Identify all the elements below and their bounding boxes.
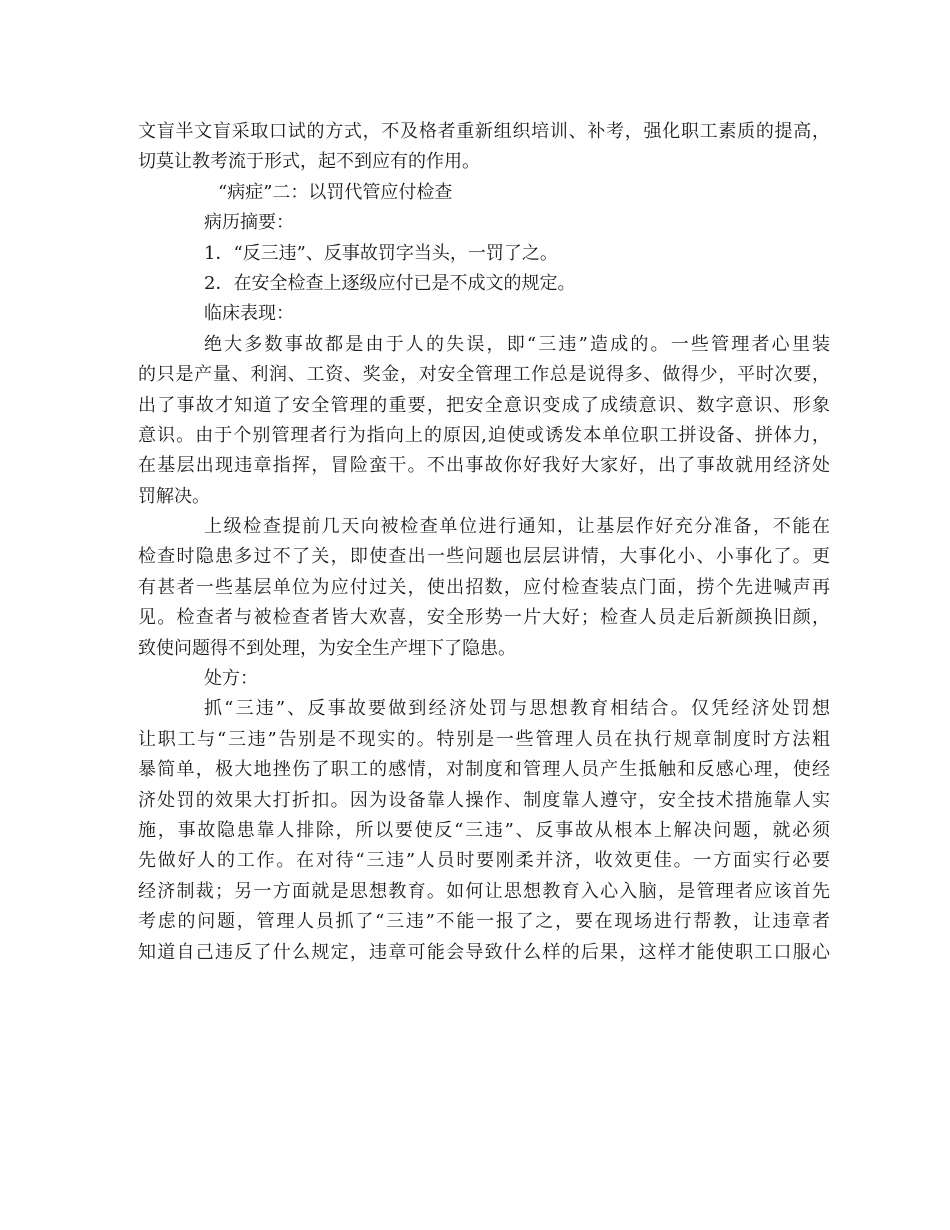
list-item: 2．在安全检查上逐级应付已是不成文的规定。 bbox=[204, 272, 576, 294]
paragraph-line: 文盲半文盲采取口试的方式，不及格者重新组织培训、补考，强化职工素质的提高， bbox=[138, 121, 830, 142]
paragraph-line: 让职工与“三违”告别是不现实的。特别是一些管理人员在执行规章制度时方法粗 bbox=[138, 728, 830, 750]
paragraph-line: 意识。由于个别管理者行为指向上的原因,迫使或诱发本单位职工拼设备、拼体力， bbox=[138, 424, 830, 446]
subheading: 临床表现： bbox=[204, 303, 294, 325]
paragraph-line: 的只是产量、利润、工资、奖金，对安全管理工作总是说得多、做得少，平时次要， bbox=[138, 364, 830, 386]
paragraph-line: 有甚者一些基层单位为应付过关，使出招数，应付检查装点门面，捞个先进喊声再 bbox=[138, 576, 830, 598]
list-item: 1．“反三违”、反事故罚字当头，一罚了之。 bbox=[204, 242, 558, 264]
paragraph-line: 出了事故才知道了安全管理的重要，把安全意识变成了成绩意识、数字意识、形象 bbox=[138, 394, 830, 416]
section-heading: “病症”二：以罚代管应付检查 bbox=[218, 181, 453, 203]
paragraph-line: 上级检查提前几天向被检查单位进行通知，让基层作好充分准备，不能在 bbox=[204, 516, 830, 538]
paragraph-line: 罚解决。 bbox=[138, 485, 210, 507]
paragraph-line: 绝大多数事故都是由于人的失误，即“三违”造成的。一些管理者心里装 bbox=[204, 333, 830, 355]
paragraph-line: 考虑的问题，管理人员抓了“三违”不能一报了之，要在现场进行帮教，让违章者 bbox=[138, 911, 830, 933]
paragraph-line: 先做好人的工作。在对待“三违”人员时要刚柔并济，收效更佳。一方面实行必要 bbox=[138, 850, 830, 872]
paragraph-line: 切莫让教考流于形式，起不到应有的作用。 bbox=[138, 151, 480, 173]
subheading: 病历摘要： bbox=[204, 212, 294, 234]
paragraph-line: 检查时隐患多过不了关，即使查出一些问题也层层讲情，大事化小、小事化了。更 bbox=[138, 546, 830, 568]
paragraph-line: 施，事故隐患靠人排除，所以要使反“三违”、反事故从根本上解决问题，就必须 bbox=[138, 819, 830, 841]
subheading: 处方： bbox=[204, 668, 258, 690]
paragraph-line: 济处罚的效果大打折扣。因为设备靠人操作、制度靠人遵守，安全技术措施靠人实 bbox=[138, 789, 830, 811]
paragraph-line: 致使问题得不到处理，为安全生产埋下了隐患。 bbox=[138, 637, 516, 659]
paragraph-line: 抓“三违”、反事故要做到经济处罚与思想教育相结合。仅凭经济处罚想 bbox=[204, 698, 830, 720]
paragraph-line: 见。检查者与被检查者皆大欢喜，安全形势一片大好；检查人员走后新颜换旧颜， bbox=[138, 607, 830, 629]
paragraph-line: 知道自己违反了什么规定，违章可能会导致什么样的后果，这样才能使职工口服心 bbox=[138, 941, 830, 963]
paragraph-line: 在基层出现违章指挥，冒险蛮干。不出事故你好我好大家好，出了事故就用经济处 bbox=[138, 455, 830, 477]
paragraph-line: 暴简单，极大地挫伤了职工的感情，对制度和管理人员产生抵触和反感心理，使经 bbox=[138, 759, 830, 781]
paragraph-line: 经济制裁；另一方面就是思想教育。如何让思想教育入心入脑，是管理者应该首先 bbox=[138, 880, 830, 902]
document-body bbox=[138, 117, 830, 968]
